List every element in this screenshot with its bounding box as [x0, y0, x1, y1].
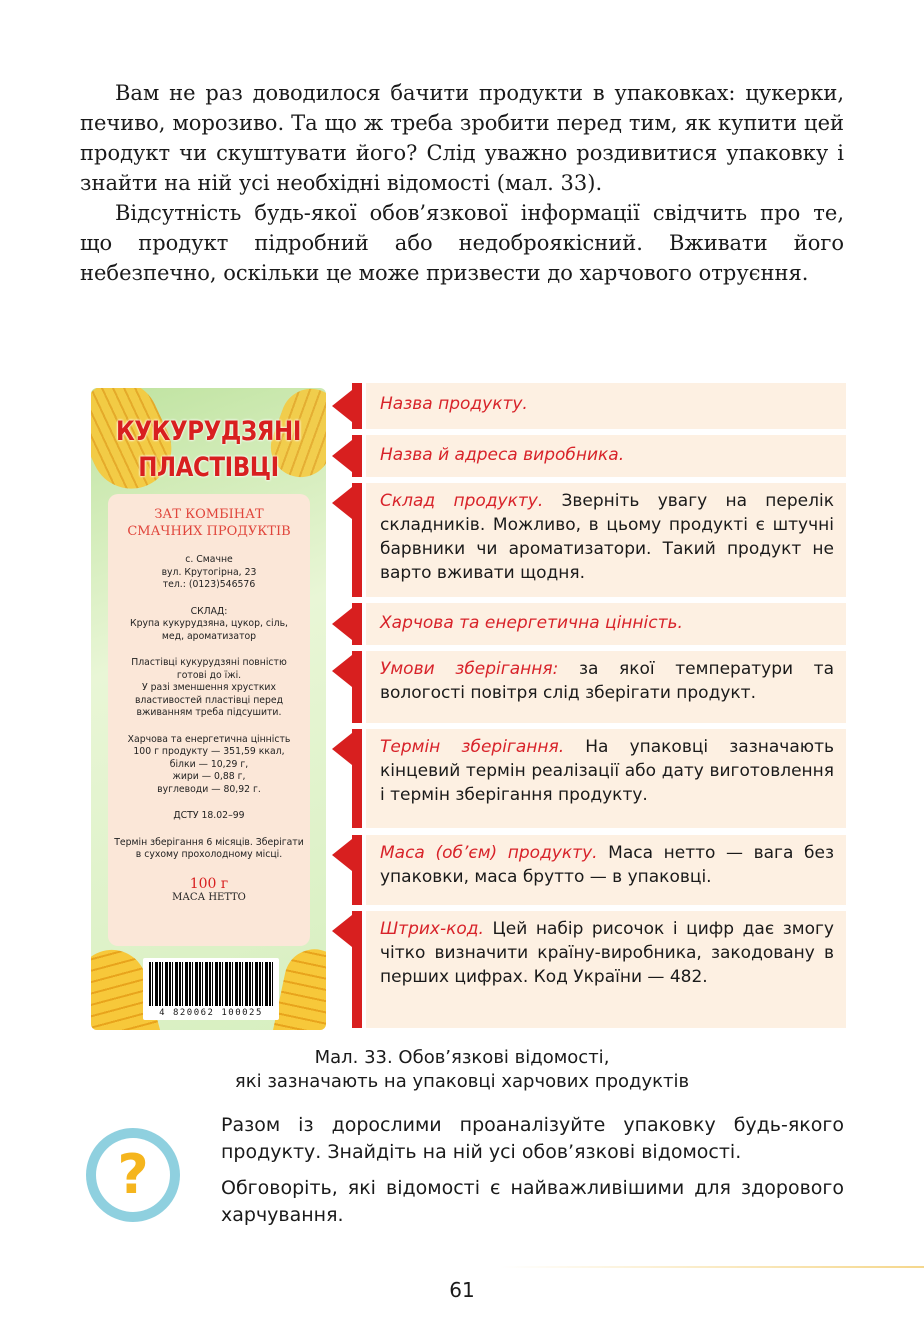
package-title-line-2: ПЛАСТІВЦІ: [138, 452, 279, 483]
company-line-2: СМАЧНИХ ПРОДУКТІВ: [127, 524, 291, 539]
mass-label: МАСА НЕТТО: [172, 891, 246, 903]
nutrition-line-5: вуглеводи — 80,92 г.: [157, 783, 261, 795]
callout-manufacturer: [332, 435, 846, 477]
task-paragraph-1: Разом із дорослими проаналізуйте упаковку будь-якого продукту. Знайдіть на ній усі обов’язкові відомості.: [221, 1114, 844, 1163]
package-title: [109, 414, 309, 486]
barcode: [143, 958, 279, 1020]
callout-barcode: [332, 911, 846, 1028]
callout-heading: Штрих-код.: [380, 919, 484, 939]
arrow-left-icon: [332, 733, 352, 765]
callout-heading: Склад продукту.: [380, 491, 544, 511]
arrow-left-icon: [332, 608, 352, 640]
callout-bar: [352, 835, 362, 905]
callout-product-name: [332, 383, 846, 429]
company-name: [108, 506, 310, 540]
task-text: [221, 1112, 844, 1238]
callout-bar: [352, 911, 362, 1028]
question-mark-icon: [86, 1128, 180, 1222]
question-circle-inner: [96, 1138, 170, 1212]
callout-heading: Назва й адреса виробника.: [380, 445, 625, 465]
callout-bar: [352, 483, 362, 597]
callout-nutrition: [332, 603, 846, 645]
callout-box: [366, 835, 846, 905]
footer-divider: [500, 1266, 924, 1268]
ready-line-2: готові до їжі.: [176, 669, 242, 681]
storage-info: [108, 837, 310, 862]
storage-line-1: Термін зберігання 6 місяців. Зберігати: [114, 836, 304, 848]
address: [108, 554, 310, 592]
intro-paragraph-2: Відсутність будь-якої обов’язкової інформації свідчить про те, що продукт підробний або недоброякісний. Вживати його небезпечно, оскільки це може призвести до харчового отруєння.: [80, 201, 844, 285]
callout-bar: [352, 729, 362, 828]
callout-bar: [352, 651, 362, 723]
callout-text: за якої температури та вологості повітря слід зберігати продукт.: [380, 659, 834, 703]
callout-box: [366, 729, 846, 828]
nutrition-line-2: 100 г продукту — 351,59 ккал,: [133, 746, 285, 757]
callout-heading: Маса (об’єм) продукту.: [380, 843, 598, 863]
mass-value: 100 г: [189, 875, 229, 892]
composition-title: СКЛАД:: [190, 605, 228, 617]
callout-heading: Умови зберігання:: [380, 659, 559, 679]
barcode-bars-icon: [149, 962, 273, 1006]
address-line-2: вул. Крутогірна, 23: [161, 566, 257, 578]
question-glyph: ?: [117, 1143, 149, 1206]
callout-storage-conditions: [332, 651, 846, 723]
caption-line-1: Мал. 33. Обов’язкові відомості,: [314, 1047, 610, 1068]
callout-text: Цей набір рисочок і цифр дає змогу чітко визначити країну-виробника, закодовану в перших цифрах. Код України — 482.: [380, 919, 834, 987]
arrow-left-icon: [332, 487, 352, 519]
figure-caption: [0, 1046, 924, 1094]
ready-line-5: вживанням треба підсушити.: [136, 707, 282, 718]
arrow-left-icon: [332, 915, 352, 947]
barcode-number: 4 820062 100025: [159, 1008, 263, 1018]
storage-line-2: в сухому прохолодному місці.: [135, 849, 283, 860]
address-line-1: с. Смачне: [185, 554, 233, 565]
composition: [108, 606, 310, 644]
caption-line-2: які зазначають на упаковці харчових продуктів: [234, 1071, 690, 1092]
ready-line-1: Пластівці кукурудзяні повністю: [131, 657, 287, 668]
intro-paragraph-1: Вам не раз доводилося бачити продукти в упаковках: цукерки, печиво, морозиво. Та що ж треба зробити перед тим, як купити цей продукт чи скуштувати його? Слід уважно роздивитися упаковку і знайти на ній усі необхідні відомості (мал. 33).: [80, 81, 844, 195]
package-illustration: [91, 388, 326, 1030]
callout-bar: [352, 603, 362, 645]
task-paragraph-2: Обговоріть, які відомості є найважливішими для здорового харчування.: [221, 1177, 844, 1226]
callout-box: [366, 651, 846, 723]
address-line-3: тел.: (0123)546576: [162, 579, 256, 590]
composition-line-1: Крупа кукурудзяна, цукор, сіль,: [129, 618, 289, 629]
callout-bar: [352, 435, 362, 477]
standard: ДСТУ 18.02–99: [173, 810, 245, 821]
callout-box: [366, 435, 846, 477]
callout-composition: [332, 483, 846, 597]
callout-text: На упаковці зазначають кінцевий термін реалізації або дату виготовлення і термін зберігання продукту.: [380, 737, 834, 805]
intro-text: [80, 78, 844, 288]
page-number: 61: [449, 1278, 475, 1302]
composition-line-2: мед, ароматизатор: [161, 630, 257, 642]
callout-box: [366, 911, 846, 1028]
arrow-left-icon: [332, 390, 352, 422]
callout-heading: Термін зберігання.: [380, 737, 565, 757]
arrow-left-icon: [332, 440, 352, 472]
callout-text: Зверніть увагу на перелік складників. Можливо, в цьому продукті є штучні барвники чи ароматизатори. Такий продукт не варто вживати щодня.: [380, 491, 834, 583]
callout-mass: [332, 835, 846, 905]
ready-info: [108, 657, 310, 720]
package-title-line-1: КУКУРУДЗЯНІ: [116, 416, 301, 447]
nutrition-info: [108, 734, 310, 797]
ready-line-3: У разі зменшення хрустких: [142, 682, 276, 693]
company-line-1: ЗАТ КОМБІНАТ: [154, 507, 264, 522]
callout-shelf-life: [332, 729, 846, 828]
callout-box: [366, 603, 846, 645]
callout-box: [366, 483, 846, 597]
callout-bar: [352, 383, 362, 429]
ready-line-4: властивостей пластівці перед: [134, 694, 284, 706]
callout-heading: Назва продукту.: [380, 394, 528, 414]
arrow-left-icon: [332, 839, 352, 871]
arrow-left-icon: [332, 655, 352, 687]
nutrition-line-3: білки — 10,29 г,: [169, 758, 249, 770]
nutrition-line-1: Харчова та енергетична цінність: [127, 733, 291, 745]
package-label: [108, 494, 310, 946]
nutrition-line-4: жири — 0,88 г,: [172, 771, 246, 782]
callout-text: Маса нетто — вага без упаковки, маса брутто — в упаковці.: [380, 843, 835, 887]
callout-heading: Харчова та енергетична цінність.: [380, 613, 683, 633]
callout-box: [366, 383, 846, 429]
